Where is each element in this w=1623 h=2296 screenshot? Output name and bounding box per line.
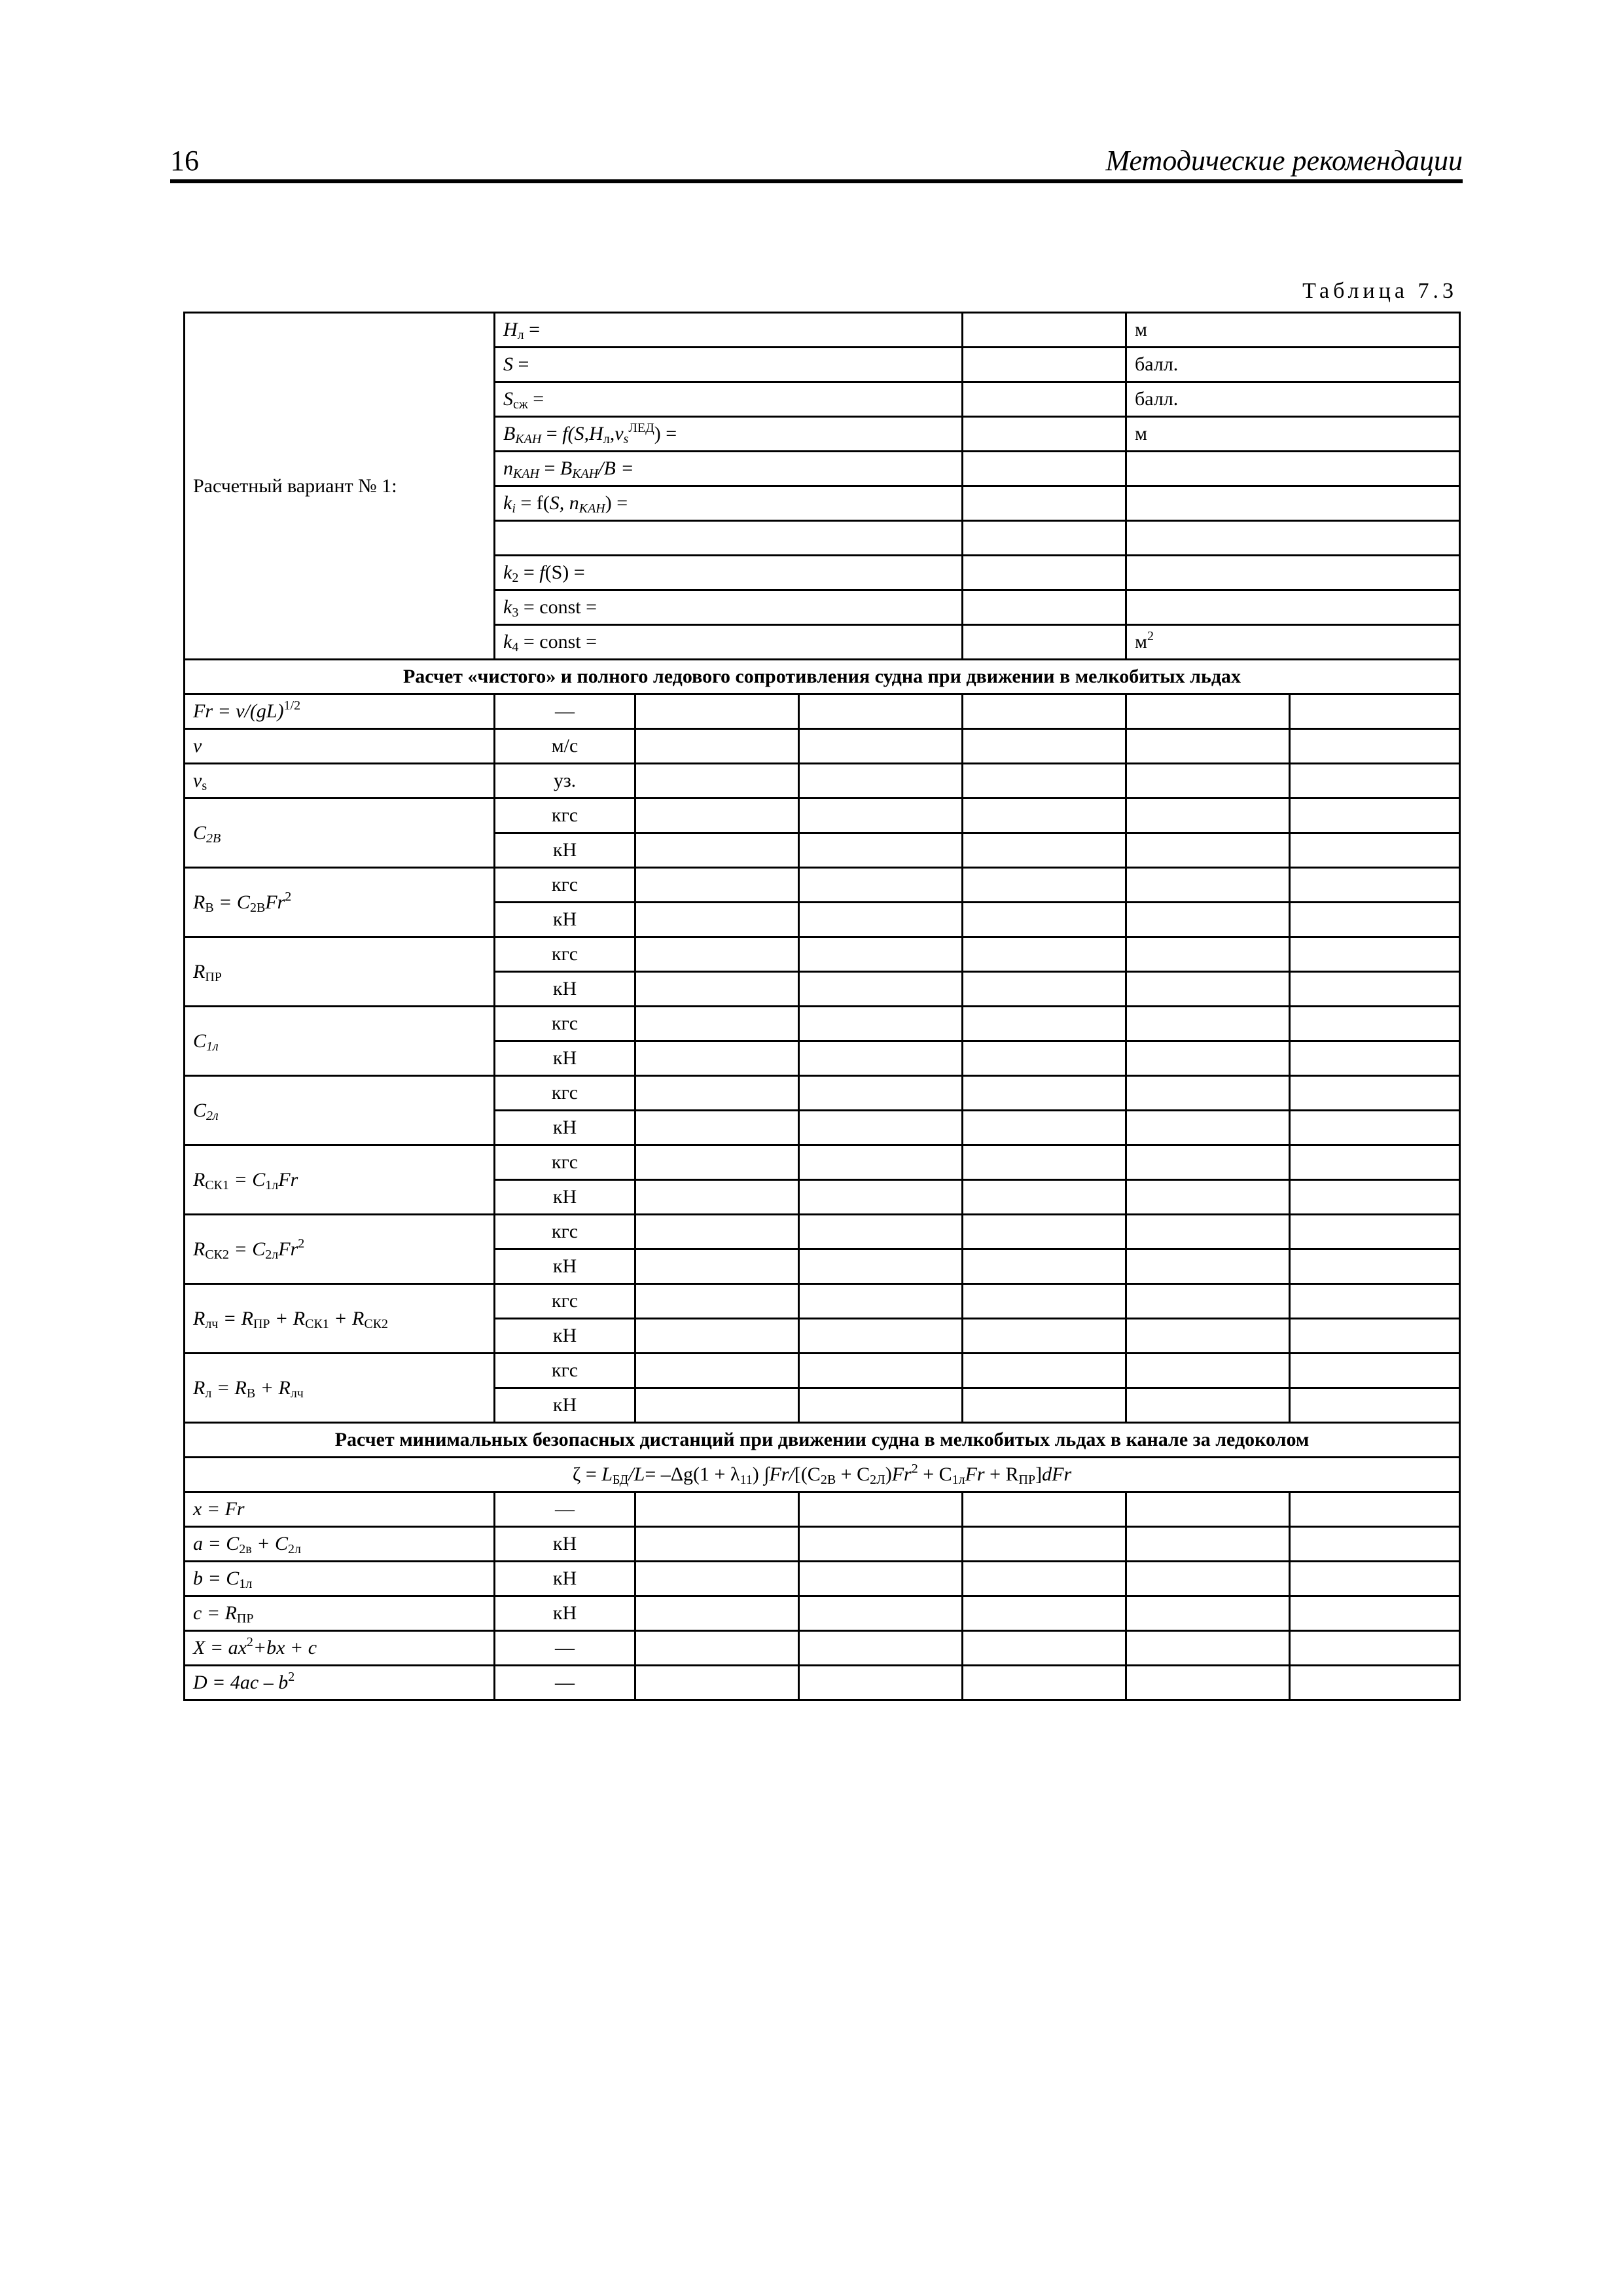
- section1-label: $R_{СК1} = C_{1л}Fr$: [185, 1145, 495, 1215]
- section1-unit: кН: [495, 903, 635, 937]
- section1-value-1-0-2[interactable]: [963, 729, 1126, 764]
- param-H: $H_л$ =: [495, 313, 963, 348]
- section1-value-5-0-2[interactable]: [963, 937, 1126, 972]
- section2-label: x = Fr: [185, 1492, 495, 1527]
- section1-label: $R_В = C_{2B}Fr^2$: [185, 868, 495, 937]
- param-B-value[interactable]: [963, 417, 1126, 452]
- param-Ssj-value[interactable]: [963, 382, 1126, 417]
- table-caption: Таблица 7.3: [1302, 279, 1457, 303]
- page-number: 16: [170, 145, 199, 177]
- section1-label: Fr = v/(gL)$^{1/2}$: [185, 694, 495, 729]
- section1-value-10-0-2[interactable]: [963, 1284, 1126, 1319]
- section1-value-6-0-2[interactable]: [963, 1007, 1126, 1041]
- section1-value-11-0-3[interactable]: [1126, 1354, 1290, 1388]
- section1-unit: кН: [495, 1041, 635, 1076]
- section1-value-3-0-3[interactable]: [1126, 798, 1290, 833]
- section2-unit: —: [495, 1666, 635, 1700]
- section1-value-6-0-4[interactable]: [1290, 1007, 1460, 1041]
- section1-value-2-0-1[interactable]: [799, 764, 963, 798]
- calculation-table: [183, 312, 1461, 1701]
- section1-value-5-0-4[interactable]: [1290, 937, 1460, 972]
- section1-value-9-0-0[interactable]: [635, 1215, 799, 1249]
- section1-row: [185, 1007, 1460, 1041]
- section1-value-4-1-4[interactable]: [1290, 903, 1460, 937]
- section1-row: [185, 798, 1460, 833]
- section1-value-0-0-1[interactable]: [799, 694, 963, 729]
- section1-unit: кН: [495, 1180, 635, 1215]
- section1-value-8-0-4[interactable]: [1290, 1145, 1460, 1180]
- section1-label: $C_{2B}$: [185, 798, 495, 868]
- section1-value-6-1-3[interactable]: [1126, 1041, 1290, 1076]
- section2-value-1-0-2[interactable]: [963, 1527, 1126, 1562]
- section1-value-3-1-2[interactable]: [963, 833, 1126, 868]
- section1-value-1-0-4[interactable]: [1290, 729, 1460, 764]
- section1-label: $R_л = R_В + R_{лч}$: [185, 1354, 495, 1423]
- section1-value-7-1-1[interactable]: [799, 1111, 963, 1145]
- section1-value-4-0-2[interactable]: [963, 868, 1126, 903]
- section2-value-2-0-0[interactable]: [635, 1562, 799, 1596]
- section2-value-2-0-2[interactable]: [963, 1562, 1126, 1596]
- section2-row: [185, 1527, 1460, 1562]
- section1-value-5-1-0[interactable]: [635, 972, 799, 1007]
- section1-value-7-1-4[interactable]: [1290, 1111, 1460, 1145]
- section1-value-6-1-0[interactable]: [635, 1041, 799, 1076]
- section2-value-2-0-1[interactable]: [799, 1562, 963, 1596]
- section1-label: $v_s$: [185, 764, 495, 798]
- section1-label: v: [185, 729, 495, 764]
- section1-value-3-1-0[interactable]: [635, 833, 799, 868]
- param-B-unit: м: [1126, 417, 1460, 452]
- param-blank-unit: [1126, 521, 1460, 556]
- section1-value-4-1-3[interactable]: [1126, 903, 1290, 937]
- section1-label: $R_{ПР}$: [185, 937, 495, 1007]
- param-k2-value[interactable]: [963, 556, 1126, 590]
- section1-value-10-1-3[interactable]: [1126, 1319, 1290, 1354]
- section2-label: $a = C_{2в} + C_{2л}$: [185, 1527, 495, 1562]
- section1-value-5-0-0[interactable]: [635, 937, 799, 972]
- section1-label: $C_{2л}$: [185, 1076, 495, 1145]
- section1-value-6-1-1[interactable]: [799, 1041, 963, 1076]
- param-H-value[interactable]: [963, 313, 1126, 348]
- variant-label-cell: [185, 313, 495, 660]
- section1-unit: кН: [495, 1111, 635, 1145]
- section1-value-10-1-0[interactable]: [635, 1319, 799, 1354]
- section1-row: [185, 1354, 1460, 1388]
- section1-value-8-1-1[interactable]: [799, 1180, 963, 1215]
- section2-value-5-0-0[interactable]: [635, 1666, 799, 1700]
- section1-value-5-1-4[interactable]: [1290, 972, 1460, 1007]
- param-k3-unit: [1126, 590, 1460, 625]
- section1-unit: кгс: [495, 1007, 635, 1041]
- section1-unit: кН: [495, 833, 635, 868]
- section1-row: [185, 1145, 1460, 1180]
- section1-value-10-0-0[interactable]: [635, 1284, 799, 1319]
- section2-value-5-0-2[interactable]: [963, 1666, 1126, 1700]
- section2-label: $X = ax^2+bx + c$: [185, 1631, 495, 1666]
- section1-value-2-0-3[interactable]: [1126, 764, 1290, 798]
- section2-header: [185, 1423, 1460, 1492]
- param-k1-unit: [1126, 486, 1460, 521]
- param-k3: $k_3$ = const =: [495, 590, 963, 625]
- section2-row: [185, 1562, 1460, 1596]
- section1-value-0-0-4[interactable]: [1290, 694, 1460, 729]
- section1-value-11-1-4[interactable]: [1290, 1388, 1460, 1423]
- section1-value-10-1-4[interactable]: [1290, 1319, 1460, 1354]
- section1-value-9-0-1[interactable]: [799, 1215, 963, 1249]
- section1-value-7-0-1[interactable]: [799, 1076, 963, 1111]
- section1-value-11-0-1[interactable]: [799, 1354, 963, 1388]
- section1-row: [185, 1076, 1460, 1111]
- section1-value-7-0-0[interactable]: [635, 1076, 799, 1111]
- running-title: Методические рекомендации: [1105, 145, 1463, 177]
- section2-header-row: [185, 1423, 1460, 1458]
- section1-value-11-0-0[interactable]: [635, 1354, 799, 1388]
- section2-label: $b = C_{1л}$: [185, 1562, 495, 1596]
- param-k2: $k_2 = f(S)$ =: [495, 556, 963, 590]
- section2-title: Расчет минимальных безопасных дистанций при движении судна в мелкобитых льдах в канале за ледоколом: [185, 1423, 1460, 1458]
- param-k4-value[interactable]: [963, 625, 1126, 660]
- section1-body: [185, 694, 1460, 1423]
- section2-value-1-0-1[interactable]: [799, 1527, 963, 1562]
- section2-row: [185, 1631, 1460, 1666]
- section1-value-8-1-3[interactable]: [1126, 1180, 1290, 1215]
- section1-row: [185, 729, 1460, 764]
- section1-value-7-0-2[interactable]: [963, 1076, 1126, 1111]
- section1-value-8-1-2[interactable]: [963, 1180, 1126, 1215]
- section2-value-5-0-1[interactable]: [799, 1666, 963, 1700]
- section2-row: [185, 1666, 1460, 1700]
- section2-unit: кН: [495, 1562, 635, 1596]
- section2-value-0-0-1[interactable]: [799, 1492, 963, 1527]
- section1-value-4-0-3[interactable]: [1126, 868, 1290, 903]
- section1-value-10-0-1[interactable]: [799, 1284, 963, 1319]
- section1-unit: кгс: [495, 1145, 635, 1180]
- section2-row: [185, 1596, 1460, 1631]
- section1-value-3-0-2[interactable]: [963, 798, 1126, 833]
- section2-value-0-0-0[interactable]: [635, 1492, 799, 1527]
- section1-value-3-1-1[interactable]: [799, 833, 963, 868]
- section1-value-8-0-1[interactable]: [799, 1145, 963, 1180]
- section1-value-7-0-4[interactable]: [1290, 1076, 1460, 1111]
- section1-value-3-1-3[interactable]: [1126, 833, 1290, 868]
- section1-value-6-0-1[interactable]: [799, 1007, 963, 1041]
- section2-unit: кН: [495, 1527, 635, 1562]
- section1-value-8-1-4[interactable]: [1290, 1180, 1460, 1215]
- section1-value-9-1-0[interactable]: [635, 1249, 799, 1284]
- section1-value-8-1-0[interactable]: [635, 1180, 799, 1215]
- section2-value-4-0-2[interactable]: [963, 1631, 1126, 1666]
- section1-value-6-1-2[interactable]: [963, 1041, 1126, 1076]
- param-k3-value[interactable]: [963, 590, 1126, 625]
- section2-value-0-0-4[interactable]: [1290, 1492, 1460, 1527]
- section1-value-6-0-0[interactable]: [635, 1007, 799, 1041]
- section1-value-9-0-4[interactable]: [1290, 1215, 1460, 1249]
- section2-value-2-0-4[interactable]: [1290, 1562, 1460, 1596]
- section1-unit: кН: [495, 1249, 635, 1284]
- section1-value-4-1-1[interactable]: [799, 903, 963, 937]
- section2-value-0-0-3[interactable]: [1126, 1492, 1290, 1527]
- param-B: $B_{КАН} = f(S,H_л,v_s^{ЛЕД})$ =: [495, 417, 963, 452]
- section1-value-2-0-4[interactable]: [1290, 764, 1460, 798]
- zeta-formula: $\zeta = L_{БД}/L= -\Delta g(1 + \lambda_{11}) \int Fr/[(C_{2В} + C_{2Л})Fr^2 + C_{1л}Fr + R_{ПР}]dFr$: [185, 1458, 1460, 1492]
- section1-header-row: [185, 660, 1460, 694]
- param-k2-unit: [1126, 556, 1460, 590]
- section1-value-3-0-4[interactable]: [1290, 798, 1460, 833]
- param-n-value[interactable]: [963, 452, 1126, 486]
- section2-value-0-0-2[interactable]: [963, 1492, 1126, 1527]
- section2-value-2-0-3[interactable]: [1126, 1562, 1290, 1596]
- section1-value-7-0-3[interactable]: [1126, 1076, 1290, 1111]
- section2-value-3-0-3[interactable]: [1126, 1596, 1290, 1631]
- section1-value-5-1-3[interactable]: [1126, 972, 1290, 1007]
- section1-value-8-0-2[interactable]: [963, 1145, 1126, 1180]
- section1-value-9-1-4[interactable]: [1290, 1249, 1460, 1284]
- section1-label: $C_{1л}$: [185, 1007, 495, 1076]
- section1-value-9-0-2[interactable]: [963, 1215, 1126, 1249]
- section1-label: $R_{лч} = R_{ПР} + R_{СК1} + R_{СК2}$: [185, 1284, 495, 1354]
- section1-value-9-1-1[interactable]: [799, 1249, 963, 1284]
- section2-value-3-0-0[interactable]: [635, 1596, 799, 1631]
- section2-value-4-0-3[interactable]: [1126, 1631, 1290, 1666]
- page-header: [170, 143, 1463, 179]
- section1-value-4-1-2[interactable]: [963, 903, 1126, 937]
- param-S-unit: балл.: [1126, 348, 1460, 382]
- section1-value-0-0-2[interactable]: [963, 694, 1126, 729]
- param-k1-value[interactable]: [963, 486, 1126, 521]
- section2-value-4-0-0[interactable]: [635, 1631, 799, 1666]
- section1-row: [185, 694, 1460, 729]
- section1-unit: кгс: [495, 1354, 635, 1388]
- section1-unit: кгс: [495, 937, 635, 972]
- param-blank: [495, 521, 963, 556]
- section1-value-4-0-0[interactable]: [635, 868, 799, 903]
- formula-row: [185, 1458, 1460, 1492]
- section1-value-6-0-3[interactable]: [1126, 1007, 1290, 1041]
- section1-value-4-0-4[interactable]: [1290, 868, 1460, 903]
- section1-value-6-1-4[interactable]: [1290, 1041, 1460, 1076]
- section1-value-5-0-3[interactable]: [1126, 937, 1290, 972]
- section1-value-5-1-2[interactable]: [963, 972, 1126, 1007]
- section1-value-8-0-3[interactable]: [1126, 1145, 1290, 1180]
- section2-value-5-0-4[interactable]: [1290, 1666, 1460, 1700]
- section2-value-1-0-4[interactable]: [1290, 1527, 1460, 1562]
- section1-value-9-1-2[interactable]: [963, 1249, 1126, 1284]
- param-Ssj-unit: балл.: [1126, 382, 1460, 417]
- section2-unit: —: [495, 1631, 635, 1666]
- param-k1: $k_i = f(S$, $n_{КАН}$) =: [495, 486, 963, 521]
- section2-label: $c = R_{ПР}$: [185, 1596, 495, 1631]
- param-k4: $k_4$ = const =: [495, 625, 963, 660]
- section1-unit: кН: [495, 972, 635, 1007]
- section1-value-4-1-0[interactable]: [635, 903, 799, 937]
- section1-value-10-0-3[interactable]: [1126, 1284, 1290, 1319]
- section2-label: $D = 4ac - b^2$: [185, 1666, 495, 1700]
- section1-value-5-1-1[interactable]: [799, 972, 963, 1007]
- param-row-H: [185, 313, 1460, 348]
- section1-value-0-0-3[interactable]: [1126, 694, 1290, 729]
- section1-unit: кгс: [495, 868, 635, 903]
- section1-row: [185, 1284, 1460, 1319]
- section1-value-2-0-0[interactable]: [635, 764, 799, 798]
- section2-value-3-0-1[interactable]: [799, 1596, 963, 1631]
- section1-value-7-1-2[interactable]: [963, 1111, 1126, 1145]
- section1-value-10-1-2[interactable]: [963, 1319, 1126, 1354]
- section1-row: [185, 868, 1460, 903]
- param-n: $n_{КАН} = B_{КАН}/B$ =: [495, 452, 963, 486]
- param-H-unit: м: [1126, 313, 1460, 348]
- param-S: S =: [495, 348, 963, 382]
- section1-value-3-0-0[interactable]: [635, 798, 799, 833]
- section1-value-1-0-1[interactable]: [799, 729, 963, 764]
- section1-unit: уз.: [495, 764, 635, 798]
- section1-unit: кгс: [495, 798, 635, 833]
- section1-unit: м/с: [495, 729, 635, 764]
- section2-value-4-0-4[interactable]: [1290, 1631, 1460, 1666]
- section1-unit: кгс: [495, 1215, 635, 1249]
- section1-value-11-1-2[interactable]: [963, 1388, 1126, 1423]
- section1-label: $R_{СК2} = C_{2л}Fr^2$: [185, 1215, 495, 1284]
- section1-value-2-0-2[interactable]: [963, 764, 1126, 798]
- section1-row: [185, 764, 1460, 798]
- param-blank-value[interactable]: [963, 521, 1126, 556]
- section2-value-3-0-2[interactable]: [963, 1596, 1126, 1631]
- section1-unit: кгс: [495, 1284, 635, 1319]
- section1-value-1-0-3[interactable]: [1126, 729, 1290, 764]
- section1-value-3-0-1[interactable]: [799, 798, 963, 833]
- header-rule: [170, 179, 1463, 183]
- section2-value-5-0-3[interactable]: [1126, 1666, 1290, 1700]
- section1-value-10-1-1[interactable]: [799, 1319, 963, 1354]
- param-n-unit: [1126, 452, 1460, 486]
- section1-value-10-0-4[interactable]: [1290, 1284, 1460, 1319]
- section2-value-4-0-1[interactable]: [799, 1631, 963, 1666]
- section1-value-11-1-3[interactable]: [1126, 1388, 1290, 1423]
- section1-value-7-1-3[interactable]: [1126, 1111, 1290, 1145]
- param-S-value[interactable]: [963, 348, 1126, 382]
- section1-unit: —: [495, 694, 635, 729]
- section1-row: [185, 937, 1460, 972]
- section1-value-11-0-4[interactable]: [1290, 1354, 1460, 1388]
- section1-row: [185, 1215, 1460, 1249]
- section2-row: [185, 1492, 1460, 1527]
- section1-value-9-0-3[interactable]: [1126, 1215, 1290, 1249]
- section1-unit: кгс: [495, 1076, 635, 1111]
- section1-value-3-1-4[interactable]: [1290, 833, 1460, 868]
- section2-value-1-0-0[interactable]: [635, 1527, 799, 1562]
- section2-unit: кН: [495, 1596, 635, 1631]
- section1-unit: кН: [495, 1319, 635, 1354]
- section1-unit: кН: [495, 1388, 635, 1423]
- section1-value-11-1-0[interactable]: [635, 1388, 799, 1423]
- section1-value-7-1-0[interactable]: [635, 1111, 799, 1145]
- section2-unit: —: [495, 1492, 635, 1527]
- section1-value-0-0-0[interactable]: [635, 694, 799, 729]
- section2-body: [185, 1492, 1460, 1700]
- section1-title: Расчет «чистого» и полного ледового сопротивления судна при движении в мелкобитых льдах: [185, 660, 1460, 694]
- param-k4-unit: $м^2$: [1126, 625, 1460, 660]
- section1-value-4-0-1[interactable]: [799, 868, 963, 903]
- section2-value-1-0-3[interactable]: [1126, 1527, 1290, 1562]
- section1-value-1-0-0[interactable]: [635, 729, 799, 764]
- section1-value-11-0-2[interactable]: [963, 1354, 1126, 1388]
- variant-label: Расчетный вариант № 1:: [193, 475, 397, 497]
- section1-value-11-1-1[interactable]: [799, 1388, 963, 1423]
- param-Ssj: $S_{сж}$ =: [495, 382, 963, 417]
- section2-value-3-0-4[interactable]: [1290, 1596, 1460, 1631]
- section1-value-9-1-3[interactable]: [1126, 1249, 1290, 1284]
- section1-value-8-0-0[interactable]: [635, 1145, 799, 1180]
- section1-value-5-0-1[interactable]: [799, 937, 963, 972]
